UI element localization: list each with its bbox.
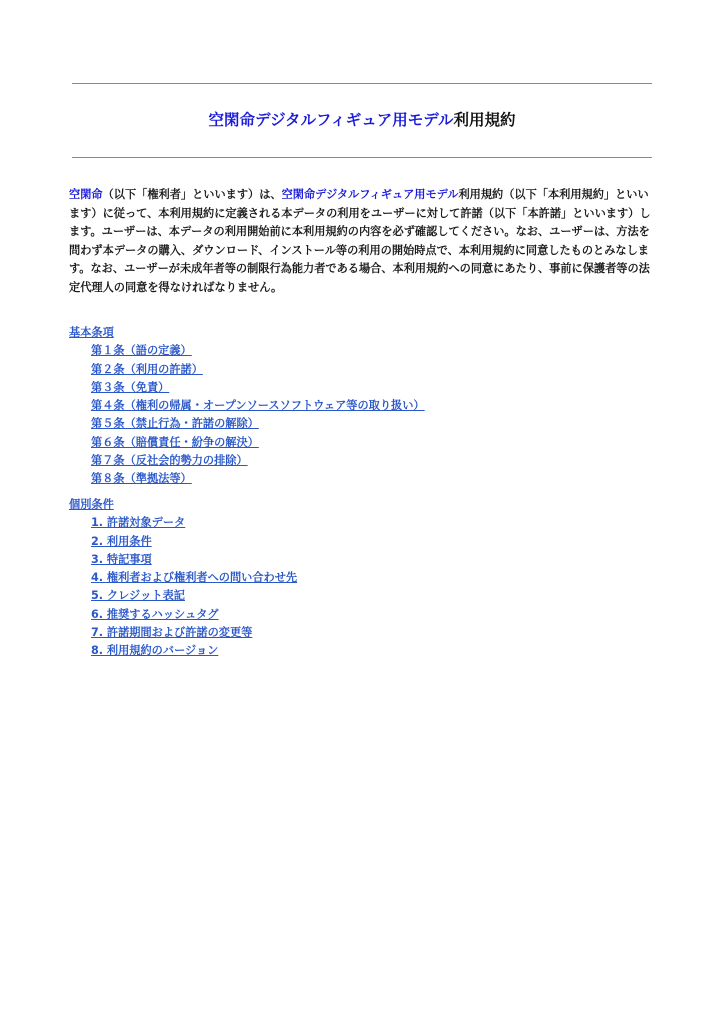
page-title-suffix: 利用規約	[453, 111, 516, 129]
page-title-model-name: 空閑命デジタルフィギュア用モデル	[208, 111, 454, 129]
basic-terms-section	[69, 324, 629, 489]
toc-link-condition-1[interactable]: 1. 許諾対象データ	[91, 516, 186, 530]
toc-item	[91, 551, 629, 569]
toc-item	[91, 342, 629, 360]
toc-item	[91, 624, 629, 642]
toc-link-condition-7[interactable]: 7. 許諾期間および許諾の変更等	[91, 626, 253, 640]
individual-terms-heading-link[interactable]: 個別条件	[69, 498, 114, 511]
basic-terms-heading-link[interactable]: 基本条項	[69, 326, 114, 339]
intro-text-part2: 利用規約（以下「本利用規約」といいます）に従って、本利用規約に定義される本データの利用をユーザーに対して許諾（以下「本許諾」といいます）します。ユーザーは、本データの利用開始前に本利用規約の内容を必ず確認してください。なお、ユーザーは、方法を問わず本データの購入、ダウンロード、インストール等の利用の開始時点で、本利用規約に同意したものとみなします。なお、ユーザーが未成年者等の制限行為能力者である場合、本利用規約への同意にあたり、事前に保護者等の法定代理人の同意を得なければなりません。	[69, 188, 651, 294]
toc-item	[91, 470, 629, 488]
toc-link-article-6[interactable]: 第６条（賠償責任・紛争の解決）	[91, 435, 259, 449]
intro-paragraph	[69, 186, 659, 298]
toc-item	[91, 587, 629, 605]
intro-text-part1: （以下「権利者」といいます）は、	[102, 188, 282, 201]
toc-link-article-3[interactable]: 第３条（免責）	[91, 380, 170, 394]
toc-link-article-7[interactable]: 第７条（反社会的勢力の排除）	[91, 454, 248, 468]
individual-terms-section	[69, 496, 629, 661]
toc-item	[91, 533, 629, 551]
toc-link-article-5[interactable]: 第５条（禁止行為・許諾の解除）	[91, 417, 259, 431]
intro-licensor-name: 空閑命	[69, 188, 103, 201]
page-title	[72, 109, 652, 131]
toc-link-condition-8[interactable]: 8. 利用規約のバージョン	[91, 644, 219, 658]
toc-item	[91, 361, 629, 379]
toc-link-condition-2[interactable]: 2. 利用条件	[91, 534, 152, 548]
toc-link-condition-6[interactable]: 6. 推奨するハッシュタグ	[91, 607, 219, 621]
toc-item	[91, 606, 629, 624]
intro-model-name: 空閑命デジタルフィギュア用モデル	[281, 188, 459, 201]
basic-terms-toc	[69, 342, 629, 488]
toc-item	[91, 514, 629, 532]
toc-link-condition-4[interactable]: 4. 権利者および権利者への問い合わせ先	[91, 571, 298, 585]
title-top-divider	[72, 83, 652, 84]
toc-link-article-4[interactable]: 第４条（権利の帰属・オープンソースソフトウェア等の取り扱い）	[91, 399, 425, 413]
toc-item	[91, 569, 629, 587]
toc-item	[91, 452, 629, 470]
toc-item	[91, 379, 629, 397]
toc-item	[91, 415, 629, 433]
toc-link-article-1[interactable]: 第１条（語の定義）	[91, 344, 192, 358]
toc-link-article-2[interactable]: 第２条（利用の許諾）	[91, 362, 203, 376]
toc-item	[91, 434, 629, 452]
title-bottom-divider	[72, 157, 652, 158]
toc-item	[91, 642, 629, 660]
toc-link-article-8[interactable]: 第８条（準拠法等）	[91, 472, 192, 486]
toc-item	[91, 397, 629, 415]
toc-link-condition-3[interactable]: 3. 特記事項	[91, 552, 152, 566]
toc-link-condition-5[interactable]: 5. クレジット表記	[91, 589, 185, 603]
individual-terms-toc	[69, 514, 629, 660]
